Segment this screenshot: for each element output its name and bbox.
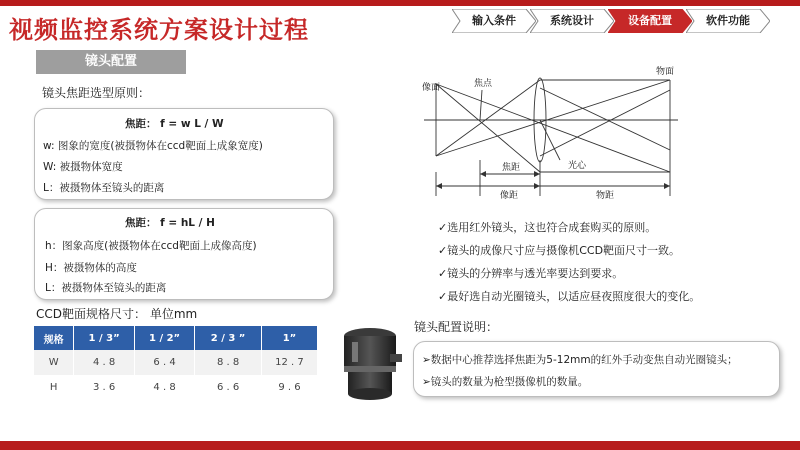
table-cell: 6 . 6 bbox=[195, 375, 262, 400]
table-row bbox=[34, 350, 318, 375]
table-cell: 9 . 6 bbox=[261, 375, 317, 400]
ccd-heading: CCD靶面规格尺寸： 单位mm bbox=[36, 307, 198, 321]
table-header-cell: 2 / 3 ” bbox=[195, 326, 262, 350]
label-focal-length: 焦距 bbox=[502, 163, 521, 173]
table-header-row bbox=[34, 326, 318, 350]
table-row bbox=[34, 375, 318, 400]
formula-box-height bbox=[34, 208, 334, 300]
formula-title: 焦距： f = hL / H bbox=[125, 217, 215, 229]
table-cell: 4 . 8 bbox=[74, 350, 134, 375]
label-image-distance: 像距 bbox=[500, 191, 519, 201]
formula-line: H：被摄物体的高度 bbox=[45, 262, 137, 274]
step-label: 输入条件 bbox=[472, 14, 516, 27]
camera-lens-image bbox=[340, 326, 404, 402]
step-system-design[interactable] bbox=[530, 9, 614, 33]
note-title: 镜头配置说明： bbox=[414, 320, 499, 334]
note-line: ➢数据中心推荐选择焦距为5-12mm的红外手动变焦自动光圈镜头； bbox=[422, 354, 738, 366]
formula-title: 焦距： f = w L / W bbox=[125, 118, 224, 130]
lens-optics-diagram bbox=[420, 60, 680, 210]
formula-box-width bbox=[34, 108, 334, 200]
bottom-accent-bar bbox=[0, 441, 800, 450]
page-title: 视频监控系统方案设计过程 bbox=[9, 16, 309, 44]
label-image-plane: 像面 bbox=[422, 83, 441, 93]
note-box bbox=[413, 341, 780, 397]
formula-line: L：被摄物体至镜头的距离 bbox=[43, 182, 165, 194]
check-item: ✓最好选自动光圈镜头，以适应昼夜照度很大的变化。 bbox=[438, 290, 701, 303]
step-software-functions[interactable] bbox=[686, 9, 770, 33]
step-input-conditions[interactable] bbox=[452, 9, 536, 33]
ccd-spec-table bbox=[34, 326, 318, 400]
note-line: ➢镜头的数量为枪型摄像机的数量。 bbox=[422, 376, 589, 388]
check-item: ✓镜头的成像尺寸应与摄像机CCD靶面尺寸一致。 bbox=[438, 244, 681, 257]
table-header-cell: 1 / 3” bbox=[74, 326, 134, 350]
formula-line: w: 图象的宽度(被摄物体在ccd靶面上成象宽度) bbox=[43, 140, 263, 152]
formula-line: L：被摄物体至镜头的距离 bbox=[45, 282, 167, 294]
formula-line: h：图象高度(被摄物体在ccd靶面上成像高度) bbox=[45, 240, 257, 252]
step-label: 系统设计 bbox=[550, 14, 594, 27]
principle-heading: 镜头焦距选型原则： bbox=[42, 86, 151, 100]
process-steps bbox=[452, 9, 764, 33]
label-focal-point: 焦点 bbox=[474, 79, 493, 89]
table-header-cell: 1” bbox=[261, 326, 317, 350]
table-cell: 4 . 8 bbox=[134, 375, 194, 400]
check-item: ✓镜头的分辨率与透光率要达到要求。 bbox=[438, 267, 624, 280]
table-cell: 8 . 8 bbox=[195, 350, 262, 375]
step-device-config[interactable] bbox=[608, 9, 692, 33]
formula-line: W: 被摄物体宽度 bbox=[43, 161, 123, 173]
step-label: 设备配置 bbox=[628, 14, 672, 27]
table-cell: 6 . 4 bbox=[134, 350, 194, 375]
step-label: 软件功能 bbox=[706, 14, 750, 27]
check-item: ✓选用红外镜头，这也符合成套购买的原则。 bbox=[438, 221, 657, 234]
label-optical-center: 光心 bbox=[568, 161, 587, 171]
table-cell: 3 . 6 bbox=[74, 375, 134, 400]
table-header-cell: 1 / 2” bbox=[134, 326, 194, 350]
section-tab-lens-config: 镜头配置 bbox=[36, 50, 186, 74]
label-object-plane: 物面 bbox=[656, 67, 675, 77]
table-cell: W bbox=[34, 350, 74, 375]
table-header-cell: 规格 bbox=[34, 326, 74, 350]
top-accent-bar bbox=[0, 0, 800, 6]
label-object-distance: 物距 bbox=[596, 191, 615, 201]
table-cell: H bbox=[34, 375, 74, 400]
table-cell: 12 . 7 bbox=[261, 350, 317, 375]
